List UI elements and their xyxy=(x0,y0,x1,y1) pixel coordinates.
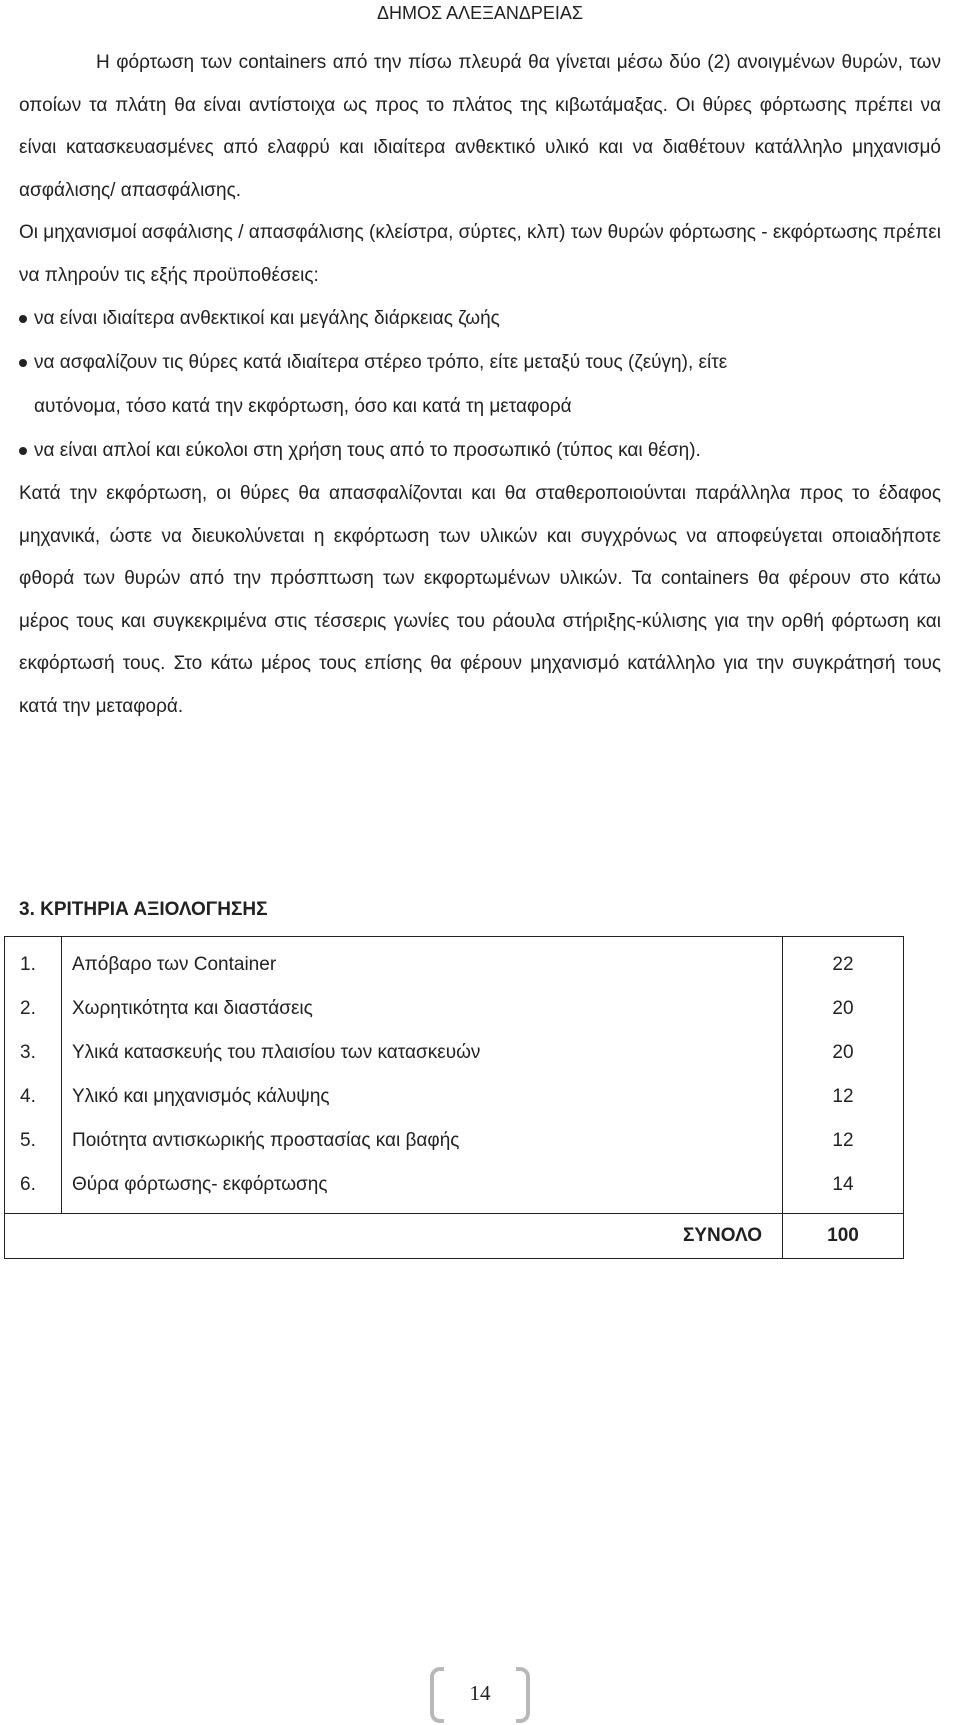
paragraph-locking-mechanisms: Οι μηχανισμοί ασφάλισης / απασφάλισης (κλείστρα, σύρτες, κλπ) των θυρών φόρτωσης - εκφόρτωσης πρέπει να πληρούν τις εξής προϋποθέσεις: xyxy=(19,222,941,286)
list-item xyxy=(19,341,941,429)
criterion-number: 1. xyxy=(5,937,62,988)
table-row xyxy=(5,987,904,1031)
criterion-score: 14 xyxy=(783,1163,904,1214)
criterion-number: 6. xyxy=(5,1163,62,1214)
criterion-name: Υλικά κατασκευής του πλαισίου των κατασκευών xyxy=(62,1031,783,1075)
criterion-number: 4. xyxy=(5,1075,62,1119)
requirements-list xyxy=(19,297,941,473)
criterion-number: 3. xyxy=(5,1031,62,1075)
paragraph-loading-doors: Η φόρτωση των containers από την πίσω πλευρά θα γίνεται μέσω δύο (2) ανοιγμένων θυρών, των οποίων τα πλάτη θα είναι αντίστοιχα ως προς το πλάτος της κιβωτάμαξας. Οι θύρες φόρτωσης πρέπει να είναι κατασκευασμένες από ελαφρύ και ιδιαίτερα ανθεκτικό υλικό και να διαθέτουν κατάλληλο μηχανισμό ασφάλισης/ απασφάλισης. xyxy=(19,52,941,201)
criterion-number: 2. xyxy=(5,987,62,1031)
criterion-number: 5. xyxy=(5,1119,62,1163)
list-item-text-continued: αυτόνομα, τόσο κατά την εκφόρτωση, όσο και κατά τη μεταφορά xyxy=(34,396,572,417)
table-row xyxy=(5,1075,904,1119)
list-item-text: να είναι απλοί και εύκολοι στη χρήση τους από το προσωπικό (τύπος και θέση). xyxy=(34,440,701,461)
criterion-score: 12 xyxy=(783,1119,904,1163)
page-number: 14 xyxy=(469,1681,491,1705)
paragraph-unloading: Κατά την εκφόρτωση, οι θύρες θα απασφαλίζονται και θα σταθεροποιούνται παράλληλα προς το έδαφος μηχανικά, ώστε να διευκολύνεται η εκφόρτωση των υλικών και συγχρόνως να αποφεύγεται οποιαδήποτε φθορά των θυρών από την πρόσπτωση των εκφορτωμένων υλικών. Τα containers θα φέρουν στο κάτω μέρος τους και συγκεκριμένα στις τέσσερις γωνίες του ράουλα στήριξης-κύλισης για την ορθή φόρτωση και εκφόρτωσή τους. Στο κάτω μέρος τους επίσης θα φέρουν μηχανισμό κατάλληλο για την συγκράτησή τους κατά την μεταφορά. xyxy=(19,483,941,717)
table-row xyxy=(5,937,904,988)
page-header-title: ΔΗΜΟΣ ΑΛΕΞΑΝΔΡΕΙΑΣ xyxy=(376,3,584,23)
total-value: 100 xyxy=(783,1214,904,1259)
list-item-text: να είναι ιδιαίτερα ανθεκτικοί και μεγάλης διάρκειας ζωής xyxy=(34,308,500,329)
list-item-text: να ασφαλίζουν τις θύρες κατά ιδιαίτερα στέρεο τρόπο, είτε μεταξύ τους (ζεύγη), είτε xyxy=(34,352,728,373)
criterion-name: Απόβαρο των Container xyxy=(62,937,783,988)
criterion-name: Ποιότητα αντισκωρικής προστασίας και βαφής xyxy=(62,1119,783,1163)
table-row xyxy=(5,1119,904,1163)
criterion-score: 20 xyxy=(783,1031,904,1075)
criterion-name: Υλικό και μηχανισμός κάλυψης xyxy=(62,1075,783,1119)
table-row xyxy=(5,1163,904,1214)
right-brace-icon xyxy=(516,1667,530,1723)
criterion-name: Χωρητικότητα και διαστάσεις xyxy=(62,987,783,1031)
page-footer xyxy=(430,1667,530,1723)
criterion-score: 20 xyxy=(783,987,904,1031)
list-item xyxy=(19,297,941,341)
list-item xyxy=(19,429,941,473)
section-heading: 3. ΚΡΙΤΗΡΙΑ ΑΞΙΟΛΟΓΗΣΗΣ xyxy=(19,899,268,920)
criterion-name: Θύρα φόρτωσης- εκφόρτωσης xyxy=(62,1163,783,1214)
document-body xyxy=(19,42,941,728)
table-row xyxy=(5,1031,904,1075)
total-label: ΣΥΝΟΛΟ xyxy=(5,1214,783,1259)
criterion-score: 12 xyxy=(783,1075,904,1119)
criteria-table xyxy=(4,936,904,1259)
criterion-score: 22 xyxy=(783,937,904,988)
table-total-row xyxy=(5,1214,904,1259)
